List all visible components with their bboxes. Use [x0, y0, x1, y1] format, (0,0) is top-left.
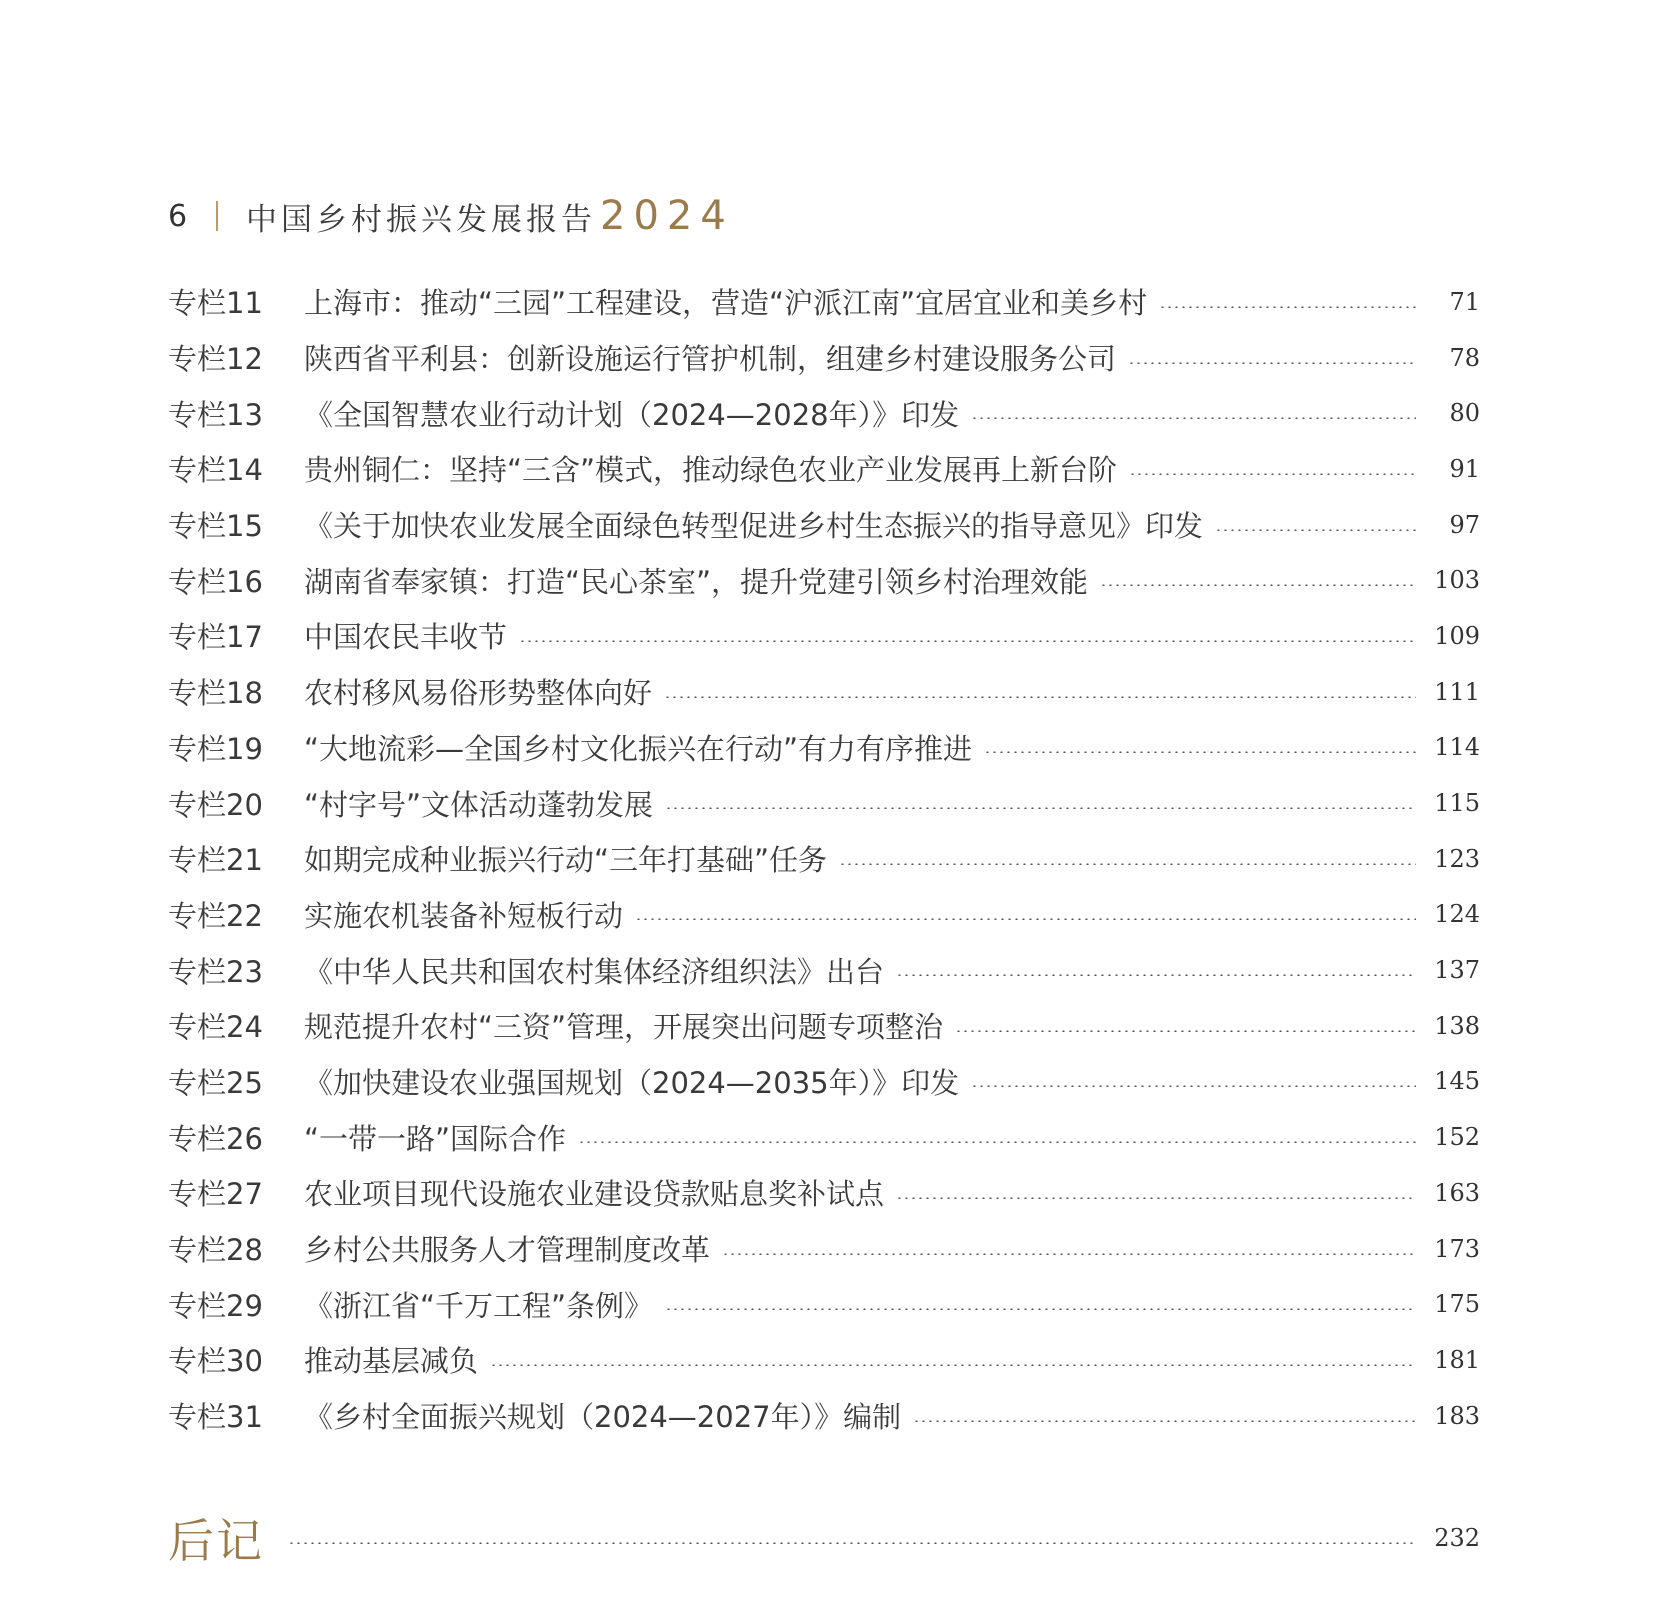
- entry-title: 《全国智慧农业行动计划（2024—2028年）》印发: [304, 397, 960, 432]
- column-label: 专栏11: [168, 286, 263, 321]
- entry-page: 114: [1434, 733, 1480, 762]
- column-label: 专栏29: [168, 1288, 263, 1323]
- toc-entry[interactable]: [168, 608, 1480, 664]
- column-label: 专栏18: [168, 676, 263, 711]
- entry-title: 《浙江省“千万工程”条例》: [304, 1288, 654, 1323]
- entry-page: 181: [1434, 1345, 1480, 1374]
- entry-page: 80: [1449, 399, 1480, 428]
- entry-page: 115: [1434, 789, 1480, 818]
- entry-page: 123: [1434, 844, 1480, 873]
- entry-title: 如期完成种业振兴行动“三年打基础”任务: [304, 843, 828, 878]
- dot-leader: [971, 417, 1416, 419]
- entry-title: 农村移风易俗形势整体向好: [304, 676, 653, 711]
- column-label: 专栏20: [168, 787, 263, 822]
- entry-title: 《乡村全面振兴规划（2024—2027年）》编制: [304, 1400, 902, 1435]
- entry-page: 91: [1449, 454, 1480, 483]
- entry-title: 规范提升农村“三资”管理，开展突出问题专项整治: [304, 1010, 944, 1045]
- column-label: 专栏27: [168, 1177, 263, 1212]
- entry-page: 111: [1434, 677, 1480, 706]
- column-label: 专栏12: [168, 342, 263, 377]
- toc-entry[interactable]: [168, 720, 1480, 776]
- dot-leader: [1215, 529, 1416, 531]
- table-of-contents: [168, 274, 1480, 1443]
- entry-page: 124: [1434, 900, 1480, 929]
- dot-leader: [896, 1197, 1416, 1199]
- dot-leader: [913, 1420, 1416, 1422]
- dot-leader: [1129, 473, 1416, 475]
- toc-entry[interactable]: [168, 664, 1480, 720]
- column-label: 专栏16: [168, 564, 263, 599]
- afterword-page: 232: [1434, 1524, 1480, 1552]
- entry-page: 97: [1449, 510, 1480, 539]
- toc-entry[interactable]: [168, 1276, 1480, 1332]
- entry-page: 78: [1449, 343, 1480, 372]
- entry-page: 138: [1434, 1011, 1480, 1040]
- page-number: 6: [168, 198, 188, 234]
- column-label: 专栏13: [168, 397, 263, 432]
- entry-title: 《中华人民共和国农村集体经济组织法》出台: [304, 954, 885, 989]
- column-label: 专栏31: [168, 1400, 263, 1435]
- toc-entry[interactable]: [168, 1332, 1480, 1388]
- column-label: 专栏22: [168, 898, 263, 933]
- header-divider: [216, 201, 218, 231]
- dot-leader: [664, 696, 1416, 698]
- column-label: 专栏26: [168, 1121, 263, 1156]
- entry-page: 71: [1449, 287, 1480, 316]
- toc-entry[interactable]: [168, 1054, 1480, 1110]
- dot-leader: [1128, 362, 1416, 364]
- entry-title: 农业项目现代设施农业建设贷款贴息奖补试点: [304, 1177, 885, 1212]
- column-label: 专栏14: [168, 453, 263, 488]
- dot-leader: [971, 1085, 1416, 1087]
- entry-title: 《关于加快农业发展全面绿色转型促进乡村生态振兴的指导意见》印发: [304, 509, 1204, 544]
- entry-title: 乡村公共服务人才管理制度改革: [304, 1233, 711, 1268]
- toc-entry[interactable]: [168, 385, 1480, 441]
- book-year: 2024: [600, 193, 734, 239]
- entry-page: 109: [1434, 621, 1480, 650]
- entry-page: 175: [1434, 1290, 1480, 1319]
- dot-leader: [578, 1141, 1416, 1143]
- column-label: 专栏23: [168, 954, 263, 989]
- dot-leader: [1159, 306, 1416, 308]
- entry-title: 湖南省奉家镇：打造“民心茶室”，提升党建引领乡村治理效能: [304, 564, 1089, 599]
- dot-leader: [984, 751, 1416, 753]
- entry-title: “村字号”文体活动蓬勃发展: [304, 787, 654, 822]
- entry-title: 上海市：推动“三园”工程建设，营造“沪派江南”宜居宜业和美乡村: [304, 286, 1148, 321]
- entry-title: 贵州铜仁：坚持“三含”模式，推动绿色农业产业发展再上新台阶: [304, 453, 1118, 488]
- entry-title: “一带一路”国际合作: [304, 1121, 567, 1156]
- toc-entry[interactable]: [168, 775, 1480, 831]
- column-label: 专栏28: [168, 1233, 263, 1268]
- entry-title: “大地流彩—全国乡村文化振兴在行动”有力有序推进: [304, 731, 973, 766]
- entry-title: 《加快建设农业强国规划（2024—2035年）》印发: [304, 1065, 960, 1100]
- column-label: 专栏30: [168, 1344, 263, 1379]
- entry-page: 173: [1434, 1234, 1480, 1263]
- dot-leader: [896, 974, 1416, 976]
- toc-entry[interactable]: [168, 274, 1480, 330]
- toc-entry[interactable]: [168, 1109, 1480, 1165]
- toc-entry[interactable]: [168, 441, 1480, 497]
- dot-leader: [722, 1253, 1416, 1255]
- dot-leader: [665, 1308, 1416, 1310]
- column-label: 专栏15: [168, 509, 263, 544]
- column-label: 专栏24: [168, 1010, 263, 1045]
- toc-entry[interactable]: [168, 831, 1480, 887]
- entry-page: 183: [1434, 1401, 1480, 1430]
- dot-leader: [1100, 584, 1416, 586]
- page-header: [168, 188, 734, 244]
- entry-page: 152: [1434, 1123, 1480, 1152]
- toc-entry-afterword[interactable]: [168, 1508, 1480, 1568]
- entry-title: 中国农民丰收节: [304, 620, 508, 655]
- toc-entry[interactable]: [168, 330, 1480, 386]
- toc-entry[interactable]: [168, 1388, 1480, 1444]
- column-label: 专栏21: [168, 843, 263, 878]
- dot-leader: [955, 1030, 1416, 1032]
- entry-title: 实施农机装备补短板行动: [304, 898, 624, 933]
- dot-leader: [839, 863, 1416, 865]
- column-label: 专栏25: [168, 1065, 263, 1100]
- entry-page: 163: [1434, 1178, 1480, 1207]
- toc-entry[interactable]: [168, 552, 1480, 608]
- entry-page: 145: [1434, 1067, 1480, 1096]
- dot-leader: [490, 1364, 1416, 1366]
- entry-title: 陕西省平利县：创新设施运行管护机制，组建乡村建设服务公司: [304, 342, 1117, 377]
- dot-leader: [635, 918, 1416, 920]
- column-label: 专栏19: [168, 731, 263, 766]
- entry-page: 137: [1434, 956, 1480, 985]
- dot-leader: [288, 1542, 1416, 1544]
- toc-entry[interactable]: [168, 1221, 1480, 1277]
- afterword-title: 后记: [168, 1514, 264, 1568]
- toc-entry[interactable]: [168, 1165, 1480, 1221]
- toc-entry[interactable]: [168, 998, 1480, 1054]
- dot-leader: [665, 807, 1416, 809]
- column-label: 专栏17: [168, 620, 263, 655]
- book-title: 中国乡村振兴发展报告: [246, 201, 596, 238]
- dot-leader: [519, 640, 1416, 642]
- toc-entry[interactable]: [168, 497, 1480, 553]
- toc-entry[interactable]: [168, 942, 1480, 998]
- entry-page: 103: [1434, 566, 1480, 595]
- toc-entry[interactable]: [168, 887, 1480, 943]
- entry-title: 推动基层减负: [304, 1344, 479, 1379]
